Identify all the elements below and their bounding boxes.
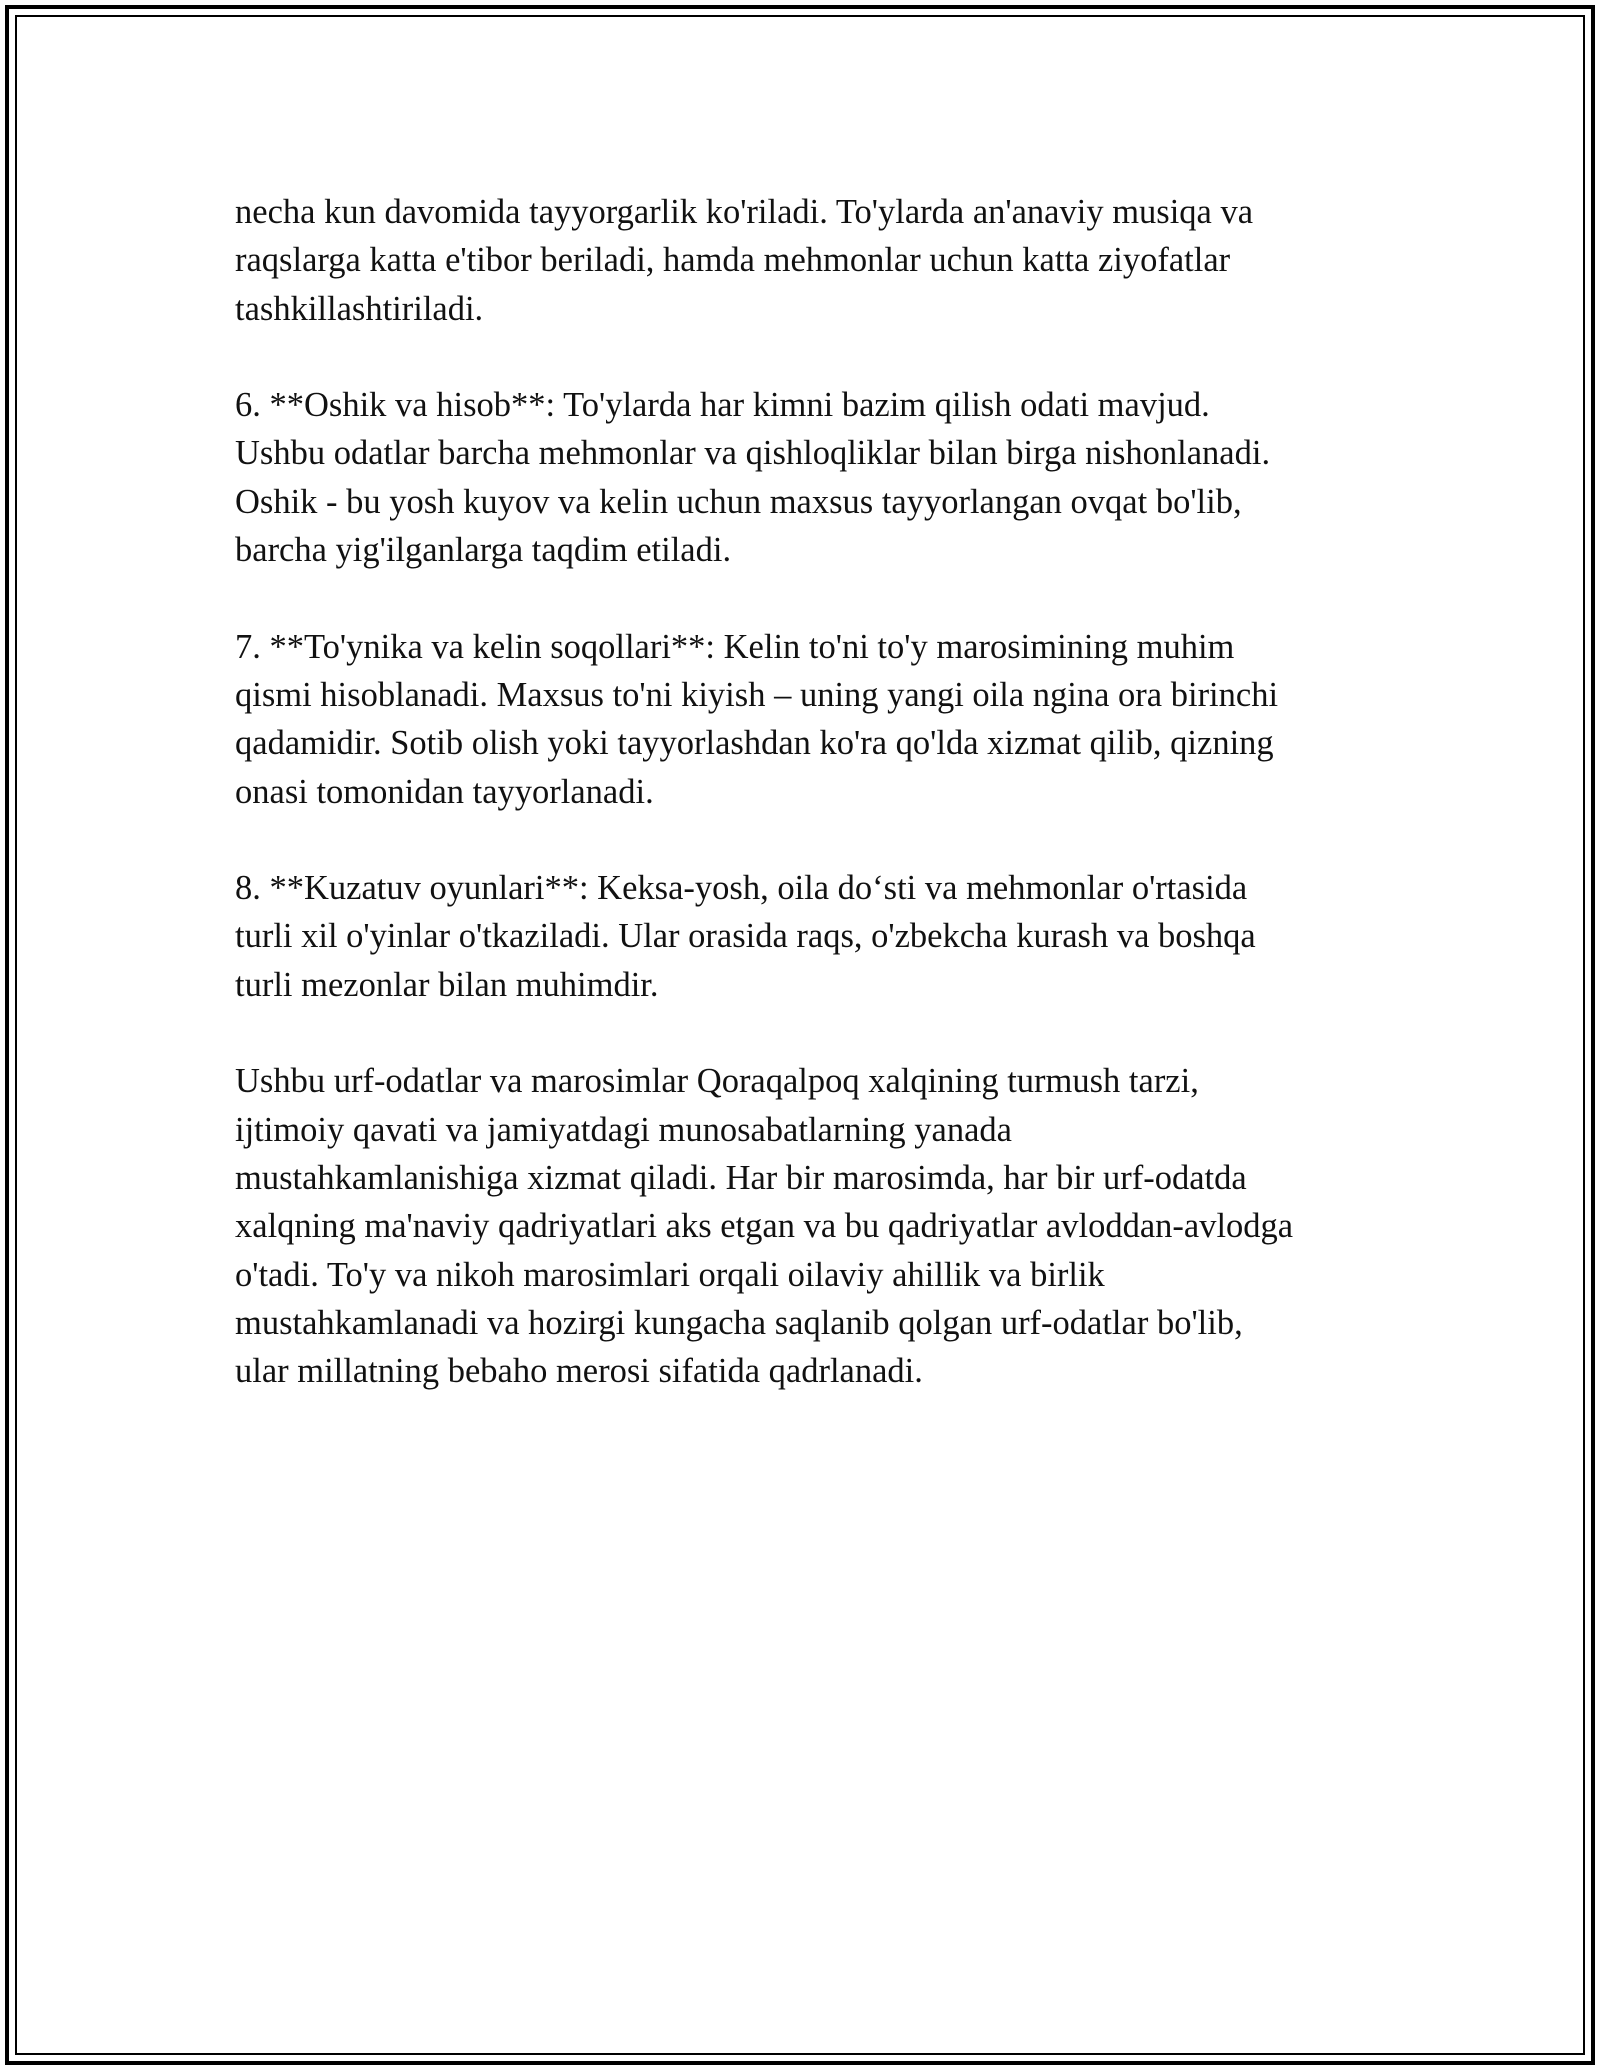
paragraph-item-6 [235,381,1385,574]
paragraph-conclusion [235,1057,1385,1395]
text-line: o'tadi. To'y va nikoh marosimlari orqali oilaviy ahillik va birlik [235,1255,1105,1294]
text-line: 6. **Oshik va hisob**: To'ylarda har kimni bazim qilish odati mavjud. [235,386,1210,425]
text-line: onasi tomonidan tayyorlanadi. [235,772,654,811]
document-body [235,188,1385,1444]
text-line: raqslarga katta e'tibor beriladi, hamda mehmonlar uchun katta ziyofatlar [235,241,1231,280]
text-line: Oshik - bu yosh kuyov va kelin uchun maxsus tayyorlangan ovqat bo'lib, [235,482,1242,521]
paragraph-item-8 [235,864,1385,1009]
text-line: turli xil o'yinlar o'tkaziladi. Ular orasida raqs, o'zbekcha kurash va boshqa [235,917,1256,956]
text-line: mustahkamlanishiga xizmat qiladi. Har bir marosimda, har bir urf-odatda [235,1158,1247,1197]
text-line: barcha yig'ilganlarga taqdim etiladi. [235,531,732,570]
paragraph-intro-continuation [235,188,1385,333]
text-line: Ushbu odatlar barcha mehmonlar va qishloqliklar bilan birga nishonlanadi. [235,434,1271,473]
text-line: qadamidir. Sotib olish yoki tayyorlashdan ko'ra qo'lda xizmat qilib, qizning [235,724,1274,763]
text-line: Ushbu urf-odatlar va marosimlar Qoraqalpoq xalqining turmush tarzi, [235,1062,1199,1101]
text-line: ular millatning bebaho merosi sifatida qadrlanadi. [235,1352,923,1391]
text-line: necha kun davomida tayyorgarlik ko'riladi. To'ylarda an'anaviy musiqa va [235,193,1254,231]
text-line: tashkillashtiriladi. [235,289,484,328]
paragraph-item-7 [235,623,1385,816]
text-line: qismi hisoblanadi. Maxsus to'ni kiyish – uning yangi oila ngina ora birinchi [235,675,1279,714]
text-line: turli mezonlar bilan muhimdir. [235,965,659,1004]
text-line: 7. **To'ynika va kelin soqollari**: Kelin to'ni to'y marosimining muhim [235,627,1235,666]
text-line: ijtimoiy qavati va jamiyatdagi munosabatlarning yanada [235,1110,1012,1149]
text-line: mustahkamlanadi va hozirgi kungacha saqlanib qolgan urf-odatlar bo'lib, [235,1303,1243,1342]
text-line: xalqning ma'naviy qadriyatlari aks etgan va bu qadriyatlar avloddan-avlodga [235,1207,1294,1246]
text-line: 8. **Kuzatuv oyunlari**: Keksa-yosh, oila do‘sti va mehmonlar o'rtasida [235,869,1248,908]
